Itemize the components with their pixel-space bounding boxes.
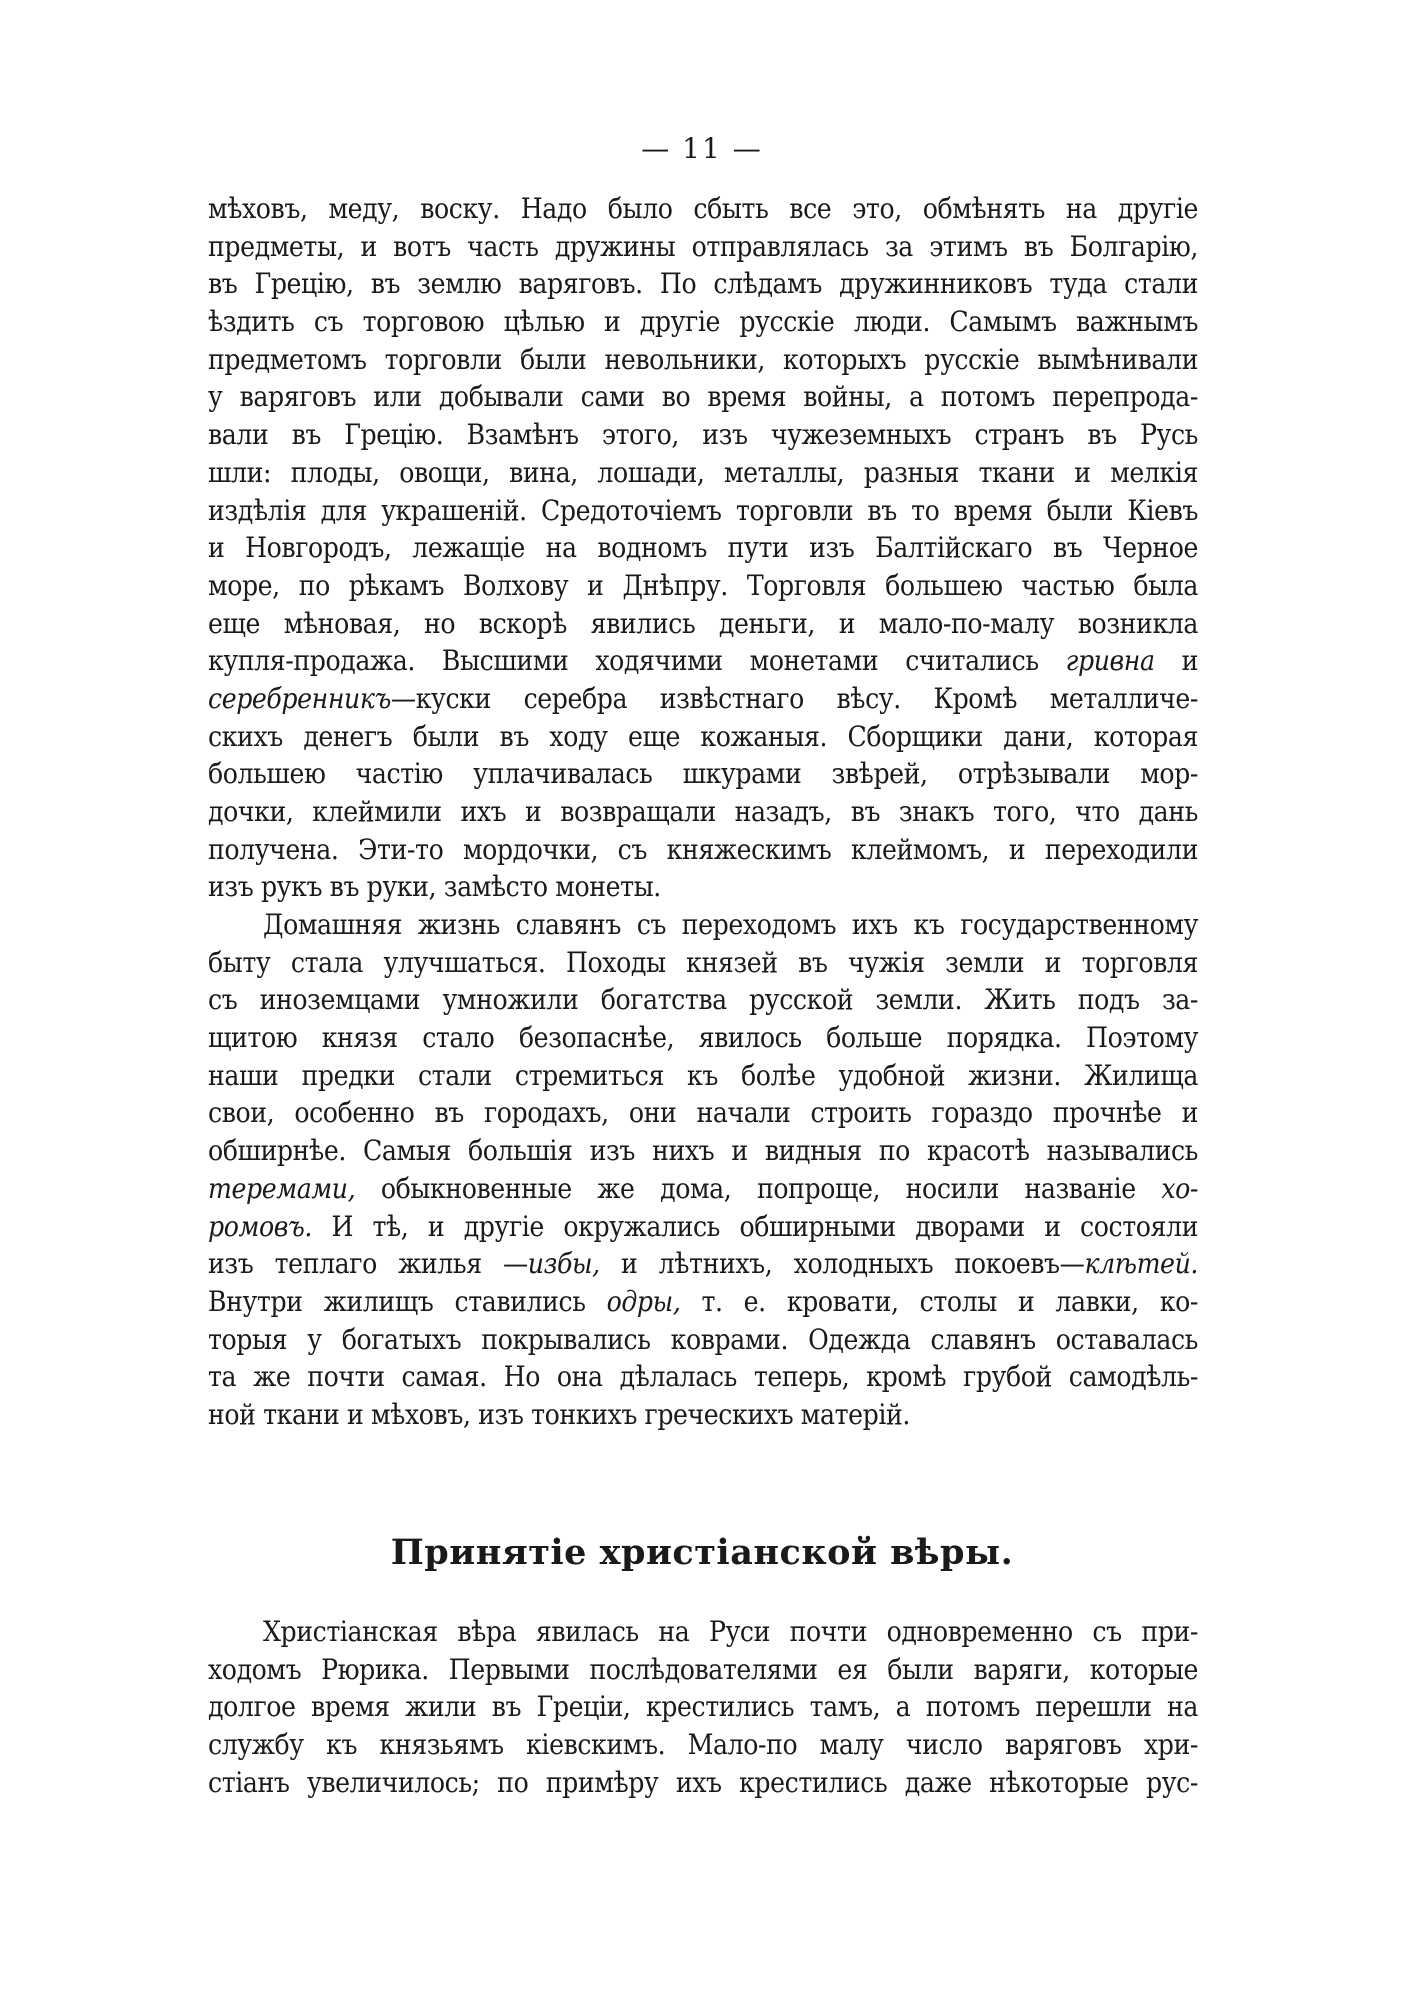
text-line: море, по рѣкамъ Волхову и Днѣпру. Торговля большею частью была [208, 568, 1198, 602]
text-line: предметы, и вотъ часть дружины отправлялась за этимъ въ Болгарію, [208, 229, 1198, 263]
text-line: дочки, клеймили ихъ и возвращали назадъ, въ знакъ того, что дань [208, 795, 1198, 828]
text-line: предметомъ торговли были невольники, которыхъ русскіе вымѣнивали [208, 342, 1198, 376]
text-line: торыя у богатыхъ покрывались коврами. Одежда славянъ оставалась [208, 1322, 1198, 1356]
text-line: Христіанская вѣра явилась на Руси почти одновременно съ при- [263, 1615, 1198, 1648]
text-line [208, 642, 1198, 680]
italic-term: гривна [1065, 644, 1155, 678]
italic-term: теремами, [208, 1171, 356, 1205]
italic-term: хо- [1161, 1171, 1198, 1205]
text-line: службу къ князьямъ кіевскимъ. Мало-по малу число варяговъ хри- [208, 1728, 1198, 1762]
italic-term: серебренникъ [208, 681, 391, 715]
text-line: въ Грецію, въ землю варяговъ. По слѣдамъ дружинниковъ туда стали [208, 267, 1198, 301]
text-line: издѣлія для украшеній. Средоточіемъ торговли въ то время были Кіевъ [208, 493, 1198, 527]
text-line: свои, особенно въ городахъ, они начали строить гораздо прочнѣе и [208, 1096, 1198, 1130]
text-fragment: купля-продажа. Высшими ходячими монетами считались [208, 644, 1039, 678]
text-line [208, 1283, 1198, 1321]
text-line: еще мѣновая, но вскорѣ явились деньги, и мало-по-малу возникла [208, 606, 1198, 640]
italic-term: ромовъ. [208, 1209, 312, 1243]
text-line: ходомъ Рюрика. Первыми послѣдователями ея были варяги, которые [208, 1652, 1198, 1686]
text-line: скихъ денегъ были въ ходу еще кожаныя. Сборщики дани, которая [208, 719, 1198, 753]
text-line: изъ рукъ въ руки, замѣсто монеты. [208, 870, 661, 904]
text-fragment: —куски серебра извѣстнаго вѣсу. Кромѣ металличе- [390, 681, 1198, 715]
text-line: ѣздить съ торговою цѣлью и другіе русскіе люди. Самымъ важнымъ [208, 305, 1198, 339]
text-line: ной ткани и мѣховъ, изъ тонкихъ греческихъ матерій. [208, 1397, 910, 1431]
text-line: вали въ Грецію. Взамѣнъ этого, изъ чужеземныхъ странъ въ Русь [208, 418, 1198, 452]
text-fragment: и [1181, 644, 1198, 678]
text-line: и Новгородъ, лежащіе на водномъ пути изъ Балтійскаго въ Черное [208, 531, 1198, 565]
text-fragment: и лѣтнихъ, холодныхъ покоевъ— [620, 1247, 1085, 1281]
text-line: щитою князя стало безопаснѣе, явилось больше порядка. Поэтому [208, 1021, 1198, 1055]
text-fragment: т. е. кровати, столы и лавки, ко- [701, 1284, 1198, 1318]
text-fragment: Внутри жилищъ ставились [208, 1284, 586, 1318]
text-line [208, 680, 1198, 718]
text-line: долгое время жили въ Греціи, крестились тамъ, а потомъ перешли на [208, 1690, 1198, 1724]
italic-term: клѣтей. [1084, 1247, 1198, 1281]
text-fragment: обыкновенные же дома, попроще, носили названіе [380, 1171, 1136, 1205]
text-line: Домашняя жизнь славянъ съ переходомъ ихъ къ государственному [263, 908, 1198, 941]
italic-term: избы, [527, 1247, 600, 1281]
text-line: та же почти самая. Но она дѣлалась теперь, кромѣ грубой самодѣль- [208, 1360, 1198, 1394]
paragraph-trade [208, 190, 1198, 906]
text-line: наши предки стали стремиться къ болѣе удобной жизни. Жилища [208, 1058, 1198, 1092]
page-number: — 11 — [641, 132, 763, 165]
text-fragment: И тѣ, и другіе окружались обширными дворами и состояли [331, 1209, 1198, 1243]
text-fragment: изъ теплаго жилья — [208, 1247, 528, 1281]
section-heading: Принятіе христіанской вѣры. [390, 1532, 1014, 1573]
text-line: обширнѣе. Самыя большія изъ нихъ и видныя по красотѣ назывались [208, 1134, 1198, 1168]
text-line [208, 1170, 1198, 1208]
paragraph-domestic-life [208, 906, 1198, 1434]
text-line: получена. Эти-то мордочки, съ княжескимъ клеймомъ, и переходили [208, 832, 1198, 866]
italic-term: одры, [606, 1284, 681, 1318]
text-line: стіанъ увеличилось; по примѣру ихъ крестились даже нѣкоторые рус- [208, 1765, 1198, 1799]
paragraph-christianity [208, 1613, 1198, 1801]
text-line: у варяговъ или добывали сами во время войны, а потомъ перепрода- [208, 380, 1198, 414]
text-line: съ иноземцами умножили богатства русской земли. Жить подъ за- [208, 983, 1198, 1017]
text-line: шли: плоды, овощи, вина, лошади, металлы, разныя ткани и мелкія [208, 455, 1198, 489]
text-line [208, 1208, 1198, 1246]
text-line [208, 1245, 1198, 1283]
text-line: быту стала улучшаться. Походы князей въ чужія земли и торговля [208, 945, 1198, 979]
text-line: мѣховъ, меду, воску. Надо было сбыть все это, обмѣнять на другіе [208, 192, 1198, 225]
text-line: большею частію уплачивалась шкурами звѣрей, отрѣзывали мор- [208, 757, 1198, 791]
